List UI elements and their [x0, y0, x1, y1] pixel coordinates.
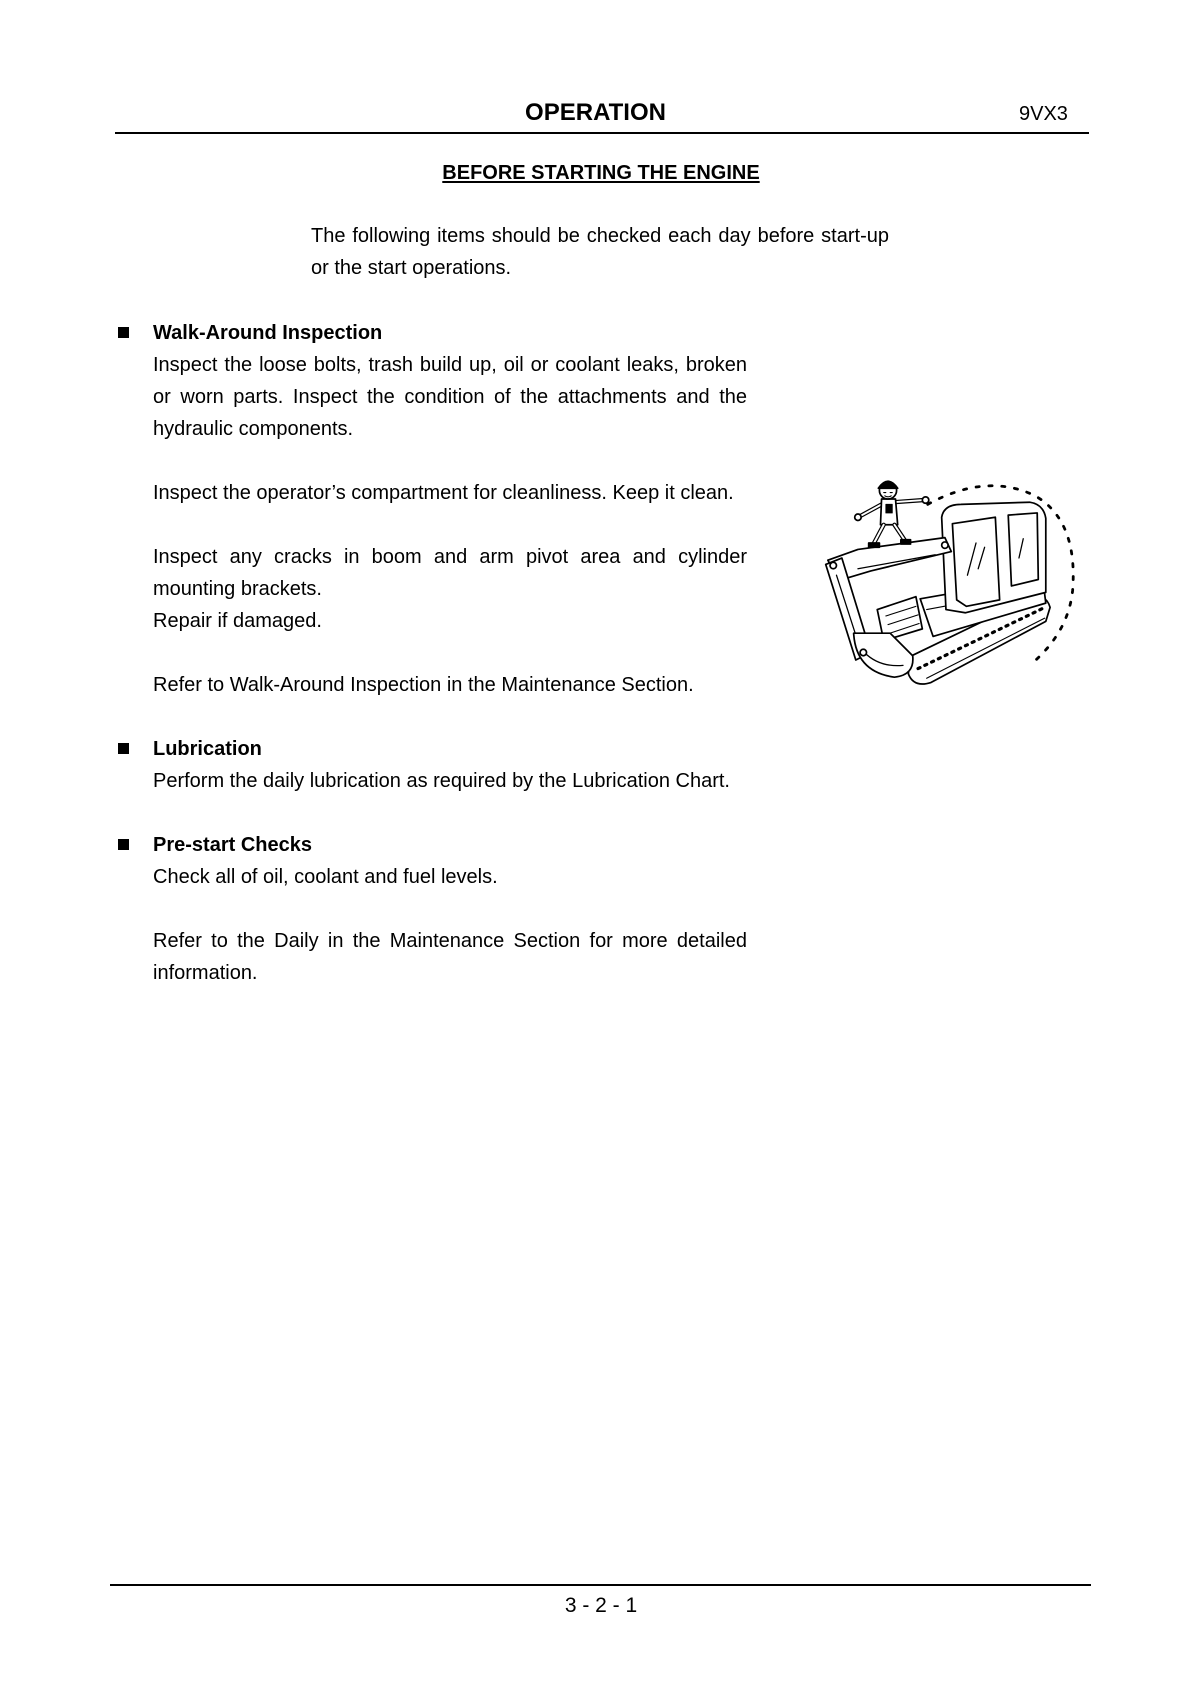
paragraph-line: Check all of oil, coolant and fuel levels. [153, 866, 498, 888]
paragraph [153, 765, 747, 797]
paragraph-line: Inspect the loose bolts, trash build up, oil or coolant leaks, broken [153, 354, 747, 376]
excavator-drawing [815, 472, 1078, 687]
item-heading: Lubrication [153, 738, 262, 760]
paragraph-line: mounting brackets. [153, 578, 322, 600]
intro-paragraph [311, 220, 889, 284]
paragraph-line: or worn parts. Inspect the condition of the attachments and the [153, 386, 747, 408]
paragraph [153, 669, 747, 701]
paragraph-line: Inspect any cracks in boom and arm pivot area and cylinder [153, 546, 747, 568]
item-heading: Pre-start Checks [153, 834, 312, 856]
paragraph [153, 349, 747, 445]
paragraph [153, 477, 747, 509]
paragraph-line: Inspect the operator’s compartment for cleanliness. Keep it clean. [153, 482, 734, 504]
square-bullet-icon [118, 839, 129, 850]
paragraph-line: Perform the daily lubrication as required by the Lubrication Chart. [153, 770, 730, 792]
square-bullet-icon [118, 327, 129, 338]
paragraph-line: hydraulic components. [153, 418, 354, 440]
paragraph-line: Refer to Walk-Around Inspection in the Maintenance Section. [153, 674, 694, 696]
excavator-inspection-illustration [815, 472, 1078, 687]
cab-front-window [952, 517, 999, 606]
item-heading: Walk-Around Inspection [153, 322, 383, 344]
paragraph [153, 925, 747, 989]
checklist [153, 317, 747, 989]
page-number: 3 - 2 - 1 [564, 1594, 638, 1617]
header-divider [115, 132, 1089, 134]
paragraph-line: information. [153, 962, 258, 984]
paragraph [153, 861, 747, 893]
cab-side-window [1008, 513, 1038, 586]
operator-figure [855, 481, 929, 547]
checklist-item-walk-around [153, 317, 747, 701]
footer-divider [110, 1584, 1091, 1586]
intro-line: The following items should be checked each day before start-up [311, 225, 889, 247]
checklist-item-pre-start [153, 829, 747, 989]
intro-line: or the start operations. [311, 257, 512, 279]
document-code: 9VX3 [1019, 103, 1068, 125]
paragraph-line: Refer to the Daily in the Maintenance Section for more detailed [153, 930, 747, 952]
page-header-title: OPERATION [525, 99, 666, 126]
paragraph-line: Repair if damaged. [153, 610, 322, 632]
square-bullet-icon [118, 743, 129, 754]
checklist-item-lubrication [153, 733, 747, 797]
section-title: BEFORE STARTING THE ENGINE [442, 162, 760, 184]
paragraph [153, 541, 747, 637]
